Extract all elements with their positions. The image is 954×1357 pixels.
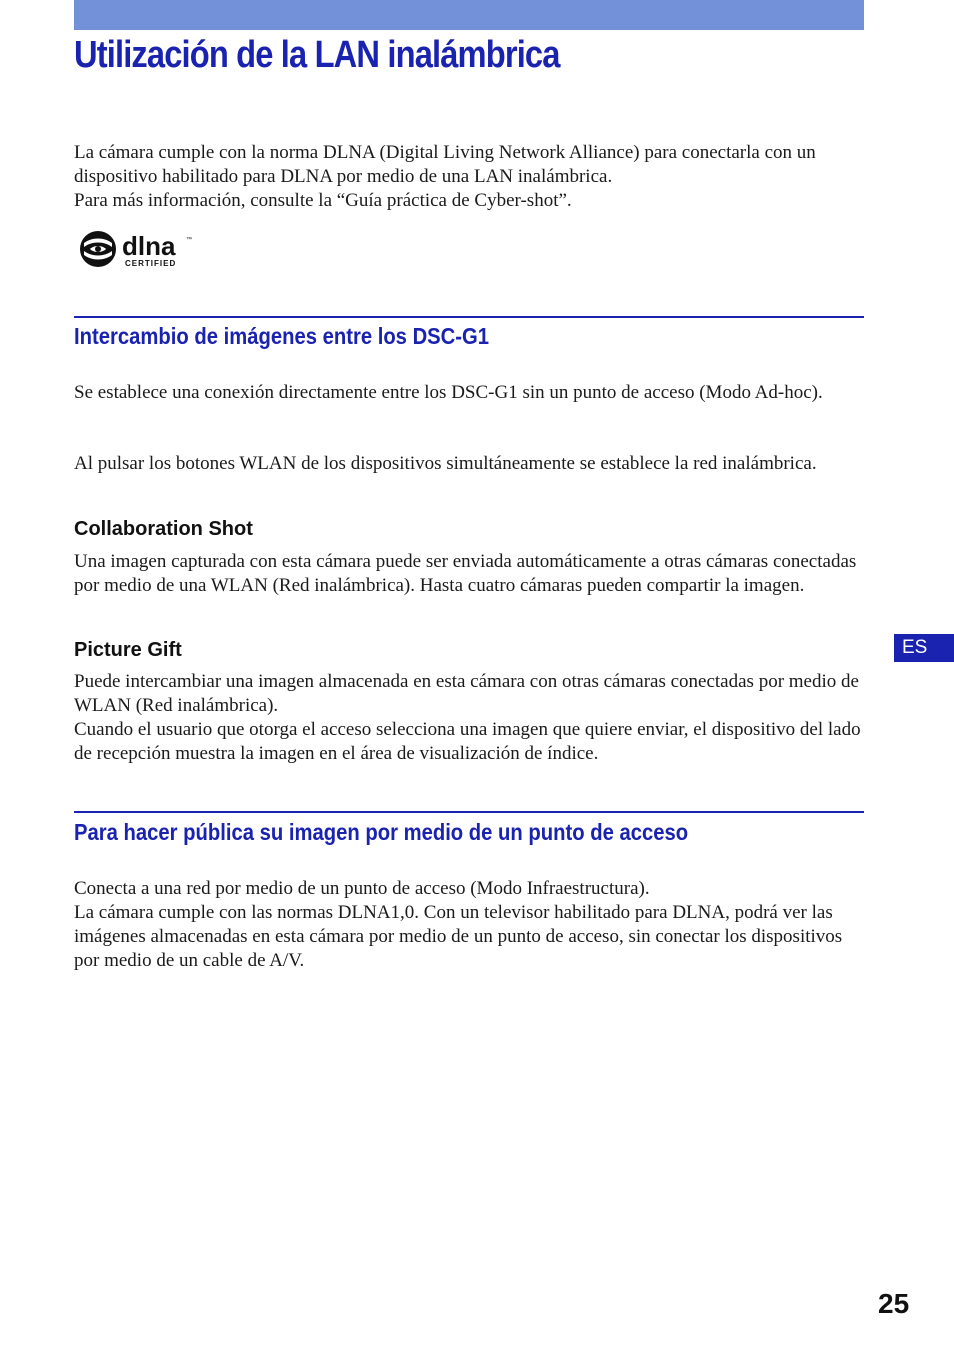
language-tab: ES bbox=[894, 634, 954, 662]
logo-certified: CERTIFIED bbox=[125, 259, 177, 268]
logo-tm: ™ bbox=[186, 237, 192, 243]
picture-gift-text: Puede intercambiar una imagen almacenada en esta cámara con otras cámaras conectadas por medio de WLAN (Red inalámbrica). bbox=[74, 671, 859, 716]
adhoc-paragraph: Se establece una conexión directamente entre los DSC-G1 sin un punto de acceso (Modo Ad-hoc). bbox=[74, 382, 823, 403]
page-title: Utilización de la LAN inalámbrica bbox=[74, 34, 560, 76]
dlna-logo-icon bbox=[78, 229, 196, 269]
intro-reference: Para más información, consulte la “Guía práctica de Cyber-shot”. bbox=[74, 190, 572, 211]
dlna-certified-logo bbox=[78, 229, 196, 269]
section-heading-public: Para hacer pública su imagen por medio de un punto de acceso bbox=[74, 819, 689, 845]
logo-word: dlna bbox=[122, 231, 176, 261]
collaboration-shot-text: Una imagen capturada con esta cámara puede ser enviada automáticamente a otras cámaras conectadas por medio de una WLAN (Red inalámbrica). Hasta cuatro cámaras pueden compartir la imagen. bbox=[74, 551, 857, 596]
page-number: 25 bbox=[878, 1288, 910, 1319]
section-rule bbox=[74, 316, 864, 318]
wlan-paragraph: Al pulsar los botones WLAN de los dispositivos simultáneamente se establece la red inalámbrica. bbox=[74, 453, 817, 474]
section-rule-2 bbox=[74, 811, 864, 813]
section-heading-exchange: Intercambio de imágenes entre los DSC-G1 bbox=[74, 323, 490, 349]
collaboration-shot-heading: Collaboration Shot bbox=[74, 518, 253, 540]
picture-gift-heading: Picture Gift bbox=[74, 639, 182, 661]
picture-gift-text-2: Cuando el usuario que otorga el acceso selecciona una imagen que quiere enviar, el dispositivo del lado de recepción muestra la imagen en el área de visualización de índice. bbox=[74, 719, 861, 764]
header-bar bbox=[74, 0, 864, 30]
dlna-tv-paragraph: La cámara cumple con las normas DLNA1,0. Con un televisor habilitado para DLNA, podrá ver las imágenes almacenadas en esta cámara por medio de un punto de acceso, sin conectar los dispositivos por medio de un cable de A/V. bbox=[74, 902, 843, 971]
intro-paragraph: La cámara cumple con la norma DLNA (Digital Living Network Alliance) para conectarla con un dispositivo habilitado para DLNA por medio de una LAN inalámbrica. bbox=[74, 142, 816, 187]
infra-paragraph: Conecta a una red por medio de un punto de acceso (Modo Infraestructura). bbox=[74, 878, 650, 899]
